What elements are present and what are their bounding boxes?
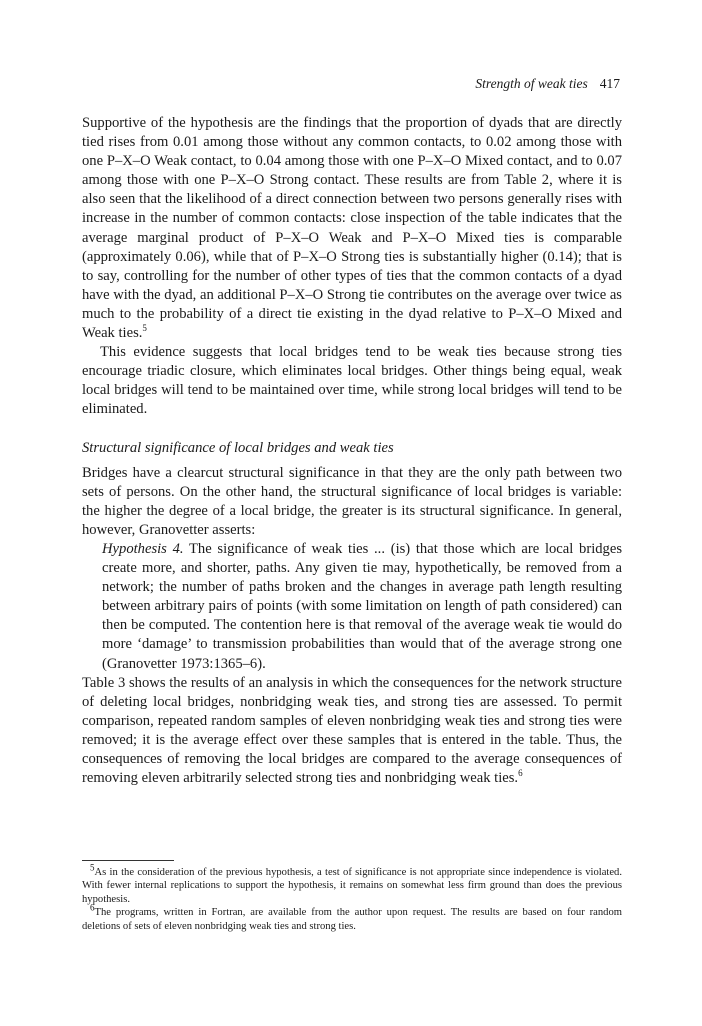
footnote-6: [82, 902, 622, 933]
footnote-divider: [82, 860, 174, 861]
paragraph-2: This evidence suggests that local bridges tend to be weak ties because strong ties encourage triadic closure, which eliminates local bridges. Other things being equal, weak local bridges will tend to be maintained over time, while strong local bridges will tend to be eliminated.: [82, 344, 622, 418]
footnote-5: [82, 862, 622, 906]
footnote-ref-6: 6: [518, 768, 523, 779]
paragraph-3: Bridges have a clearcut structural significance in that they are the only path between two sets of persons. On the other hand, the structural significance of local bridges is variable: the higher the degree of a local bridge, the greater is its structural significance. In general, however, Granovetter asserts:: [82, 464, 622, 538]
footnote-5-mark: 5: [90, 862, 95, 873]
paragraph-4: [82, 674, 622, 789]
footnote-5-text: As in the consideration of the previous hypothesis, a test of significance is not appropriate since independence is violated. With fewer internal replications to support the hypothesis, it remains on somewhat less firm ground than does the previous hypothesis.: [82, 867, 622, 905]
running-head-title: Strength of weak ties: [475, 76, 588, 91]
main-text: [82, 114, 622, 788]
section-heading: Structural significance of local bridges and weak ties: [82, 439, 394, 456]
paragraph-1-text: Supportive of the hypothesis are the findings that the proportion of dyads that are directly tied rises from 0.01 among those without any common contacts, to 0.02 among those with one P–X–O Weak contact, to 0.04 among those with one P–X–O Mixed contact, and to 0.07 among those with one P–X–O Strong contact. These results are from Table 2, where it is also seen that the likelihood of a direct connection between two persons generally rises with increase in the number of common contacts: close inspection of the table indicates that the average marginal product of P–X–O Weak and P–X–O Mixed ties is comparable (approximately 0.06), while that of P–X–O Strong ties is substantially higher (0.14); that is to say, controlling for the number of other types of ties that the common contacts of a dyad have with the dyad, an additional P–X–O Strong tie contributes on the average over twice as much to the probability of a direct tie existing in the dyad relative to P–X–O Mixed and Weak ties.: [82, 115, 622, 342]
hypothesis-text: The significance of weak ties ... (is) that those which are local bridges create more, and shorter, paths. Any given tie may, hypothetically, be removed from a network; the number of paths broken and the changes in average path length resulting between arbitrary pairs of points (with some limitation on length of path considered) can then be computed. The contention here is that removal of the average weak tie would do more ‘damage’ to transmission probabilities than would that of the average strong one (Granovetter 1973:1365–6).: [102, 540, 623, 672]
footnote-6-mark: 6: [90, 902, 95, 913]
footnote-6-text: The programs, written in Fortran, are available from the author upon request. The results are based on four random deletions of sets of eleven nonbridging weak ties and strong ties.: [82, 907, 622, 932]
footnotes: [82, 862, 622, 933]
paragraph-1: [82, 114, 622, 343]
page-number: 417: [599, 76, 620, 91]
hypothesis-quote: [102, 540, 622, 674]
hypothesis-label: Hypothesis 4.: [102, 540, 184, 557]
running-head: [475, 76, 620, 92]
footnote-ref-5: 5: [142, 323, 147, 334]
paragraph-4-text: Table 3 shows the results of an analysis in which the consequences for the network structure of deleting local bridges, nonbridging weak ties, and strong ties are assessed. To permit comparison, repeated random samples of eleven nonbridging weak ties and strong ties were removed; it is the average effect over these samples that is entered in the table. Thus, the consequences of removing the local bridges are compared to the average consequences of removing eleven arbitrarily selected strong ties and nonbridging weak ties.: [82, 674, 622, 787]
